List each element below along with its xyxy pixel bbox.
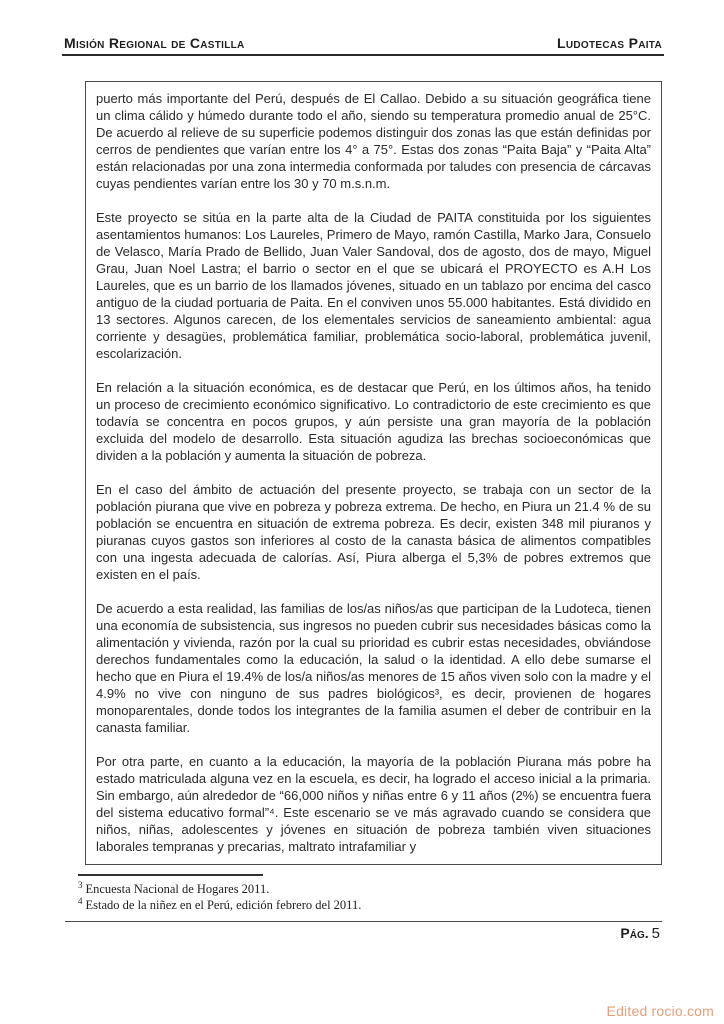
footnote-text: Encuesta Nacional de Hogares 2011. [85,882,270,896]
footnote-marker: 3 [78,879,83,890]
body-paragraph: puerto más importante del Perú, después de El Callao. Debido a su situación geográfica tiene un clima cálido y húmedo durante todo el año, siendo su temperatura promedio anual de 25°C. De acuerdo al relieve de su superficie podemos distinguir dos zonas las que están definidas por cerros de pendientes que varían entre los 4° a 75°. Estas dos zonas “Paita Baja” y “Paita Alta” están relacionadas por una zona intermedia conformada por taludes con presencia de cárcavas cuyas pendientes varían entre los 30 y 70 m.s.n.m. [96,91,651,191]
footnote-block [78,874,662,913]
page-header [62,0,664,56]
header-right-title: Ludotecas Paita [557,35,662,51]
watermark: Edited rocio.com [606,1003,714,1019]
header-left-title: Misión Regional de Castilla [64,35,245,51]
body-paragraph: En el caso del ámbito de actuación del presente proyecto, se trabaja con un sector de la población piurana que vive en pobreza y pobreza extrema. De hecho, en Piura un 21.4 % de su población se encuentra en situación de extrema pobreza. Es decir, existen 348 mil piuranos y piuranas cuyos gastos son inferiores al costo de la canasta básica de alimentos compatibles con una ingesta adecuada de calorías. Así, Piura alberga el 5,3% de pobres extremos que existen en el país. [96,482,651,582]
footnote-marker: 4 [78,895,83,906]
body-paragraph: Este proyecto se sitúa en la parte alta de la Ciudad de PAITA constituida por los siguientes asentamientos humanos: Los Laureles, Primero de Mayo, ramón Castilla, Marko Jara, Consuelo de Velasco, María Prado de Bellido, Juan Valer Sandoval, dos de agosto, dos de mayo, Miguel Grau, Juan Noel Lastra; el barrio o sector en el que se ubicará el PROYECTO es A.H Los Laureles, que es un barrio de los llamados jóvenes, situado en un tablazo por encima del casco antiguo de la ciudad portuaria de Paita. En el conviven unos 55.000 habitantes. Está dividido en 13 sectores. Algunos carecen, de los elementales servicios de saneamiento ambiental: agua corriente y desagües, problemática familiar, problemática socio-laboral, problemática juvenil, escolarización. [96,210,651,361]
footnote-item [78,897,662,913]
page-number-label: Pág. [620,925,649,941]
footer-rule [65,921,662,922]
footnote-separator [78,874,263,876]
body-paragraph: De acuerdo a esta realidad, las familias de los/as niños/as que participan de la Ludoteca, tienen una economía de subsistencia, sus ingresos no pueden cubrir sus necesidades básicas como la alimentación y vivienda, razón por la cual su prioridad es cubrir estas necesidades, obviándose derechos fundamentales como la educación, la salud o la identidad. A ello debe sumarse el hecho que en Piura el 19.4% de los/a niños/as menores de 15 años viven solo con la madre y el 4.9% no vive con ninguno de sus padres biológicos³, es decir, provienen de hogares monoparentales, donde todos los integrantes de la familia asumen el deber de contribuir en la canasta familiar. [96,601,651,735]
body-paragraph: En relación a la situación económica, es de destacar que Perú, en los últimos años, ha tenido un proceso de crecimiento económico significativo. Lo contradictorio de este crecimiento es que todavía se concentra en pocos grupos, y aún persiste una gran mayoría de la población excluida del modelo de desarrollo. Esta situación agudiza las brechas socioeconómicas que dividen a la población y aumenta la situación de pobreza. [96,380,651,463]
footer-line [0,925,660,943]
page-number: 5 [651,925,660,942]
footnote-text: Estado de la niñez en el Perú, edición febrero del 2011. [85,898,362,912]
body-paragraph: Por otra parte, en cuanto a la educación, la mayoría de la población Piurana más pobre ha estado matriculada alguna vez en la escuela, es decir, ha logrado el acceso inicial a la primaria. Sin embargo, aún alrededor de “66,000 niños y niñas entre 6 y 11 años (2%) se encuentra fuera del sistema educativo formal”⁴. Este escenario se ve más agravado cuando se considera que niños, niñas, adolescentes y jóvenes en situación de pobreza también viven situaciones laborales tempranas y precarias, maltrato intrafamiliar y [96,754,651,854]
content-box [85,81,662,865]
footnote-item [78,881,662,897]
